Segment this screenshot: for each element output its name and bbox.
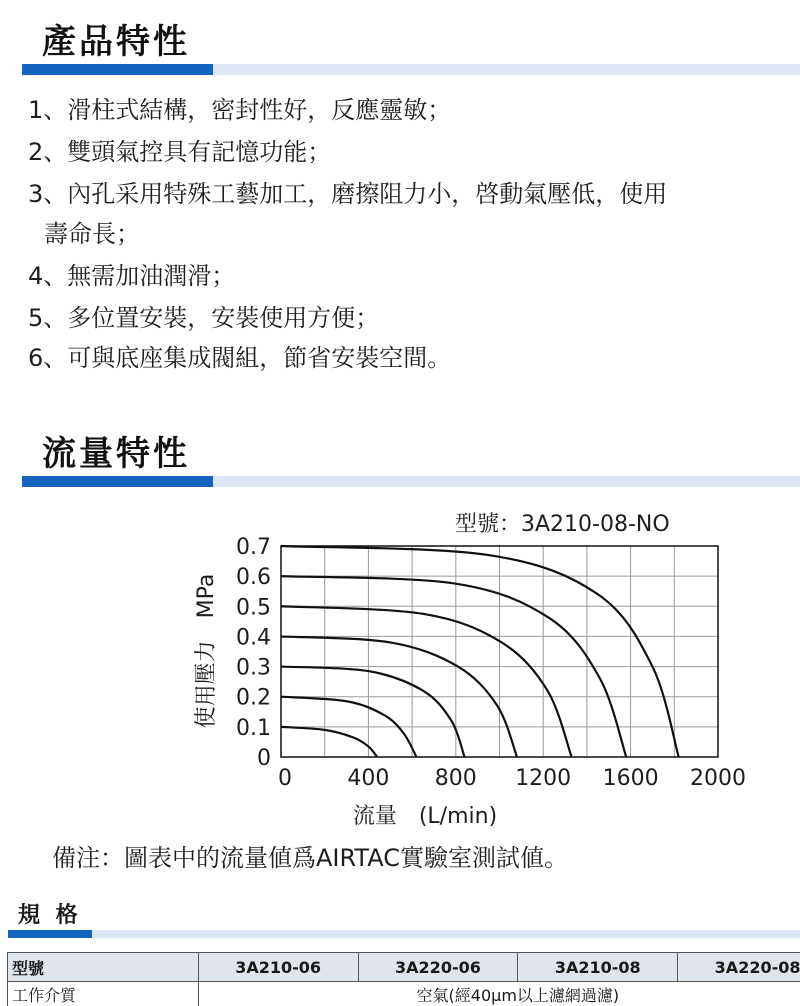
y-tick-label: 0.6 — [236, 565, 271, 590]
flow-curve-0-1mpa — [281, 727, 377, 757]
flow-title-rule — [22, 476, 800, 487]
spec-header-model: 型號 — [8, 953, 199, 982]
flow-curve-0-3mpa — [281, 667, 465, 757]
feature-item-1: 1、滑柱式結構，密封性好，反應靈敏； — [28, 90, 451, 125]
x-tick-label: 800 — [435, 766, 477, 791]
spec-title-rule-accent — [8, 930, 92, 938]
spec-header-row — [8, 953, 800, 982]
spec-header-3a220-06: 3A220-06 — [358, 953, 518, 982]
x-tick-label: 2000 — [690, 766, 746, 791]
flow-chart — [0, 495, 800, 835]
feature-item-3: 3、內孔采用特殊工藝加工，磨擦阻力小，啓動氣壓低，使用 — [28, 174, 667, 209]
y-tick-label: 0.5 — [236, 595, 271, 620]
x-tick-label: 0 — [278, 766, 292, 791]
x-tick-label: 1600 — [603, 766, 659, 791]
features-title-rule — [22, 64, 800, 75]
chart-note: 備注：圖表中的流量値爲AIRTAC實驗室測試値。 — [52, 838, 568, 873]
y-tick-label: 0.2 — [236, 686, 271, 711]
spec-row-medium-label: 工作介質 — [8, 982, 199, 1006]
feature-item-3-cont: 壽命長； — [44, 214, 140, 249]
spec-header-3a220-08: 3A220-08 — [678, 953, 800, 982]
feature-item-5: 5、多位置安裝，安裝使用方便； — [28, 298, 379, 333]
x-tick-label: 400 — [347, 766, 389, 791]
x-tick-labels — [278, 766, 746, 791]
spec-header-3a210-08: 3A210-08 — [518, 953, 678, 982]
chart-title: 型號：3A210-08-NO — [455, 512, 670, 537]
feature-item-6: 6、可與底座集成閥組，節省安裝空間。 — [28, 338, 451, 373]
y-tick-label: 0.1 — [236, 716, 271, 741]
features-title-rule-accent — [22, 64, 213, 75]
feature-item-2: 2、雙頭氣控具有記憶功能； — [28, 132, 331, 167]
y-tick-label: 0.3 — [236, 656, 271, 681]
y-tick-labels — [236, 535, 271, 771]
y-axis-label: 使用壓力 MPa — [194, 574, 219, 729]
spec-row-medium — [8, 982, 800, 1006]
y-tick-label: 0.4 — [236, 625, 271, 650]
x-tick-label: 1200 — [515, 766, 571, 791]
spec-title-rule — [8, 930, 800, 938]
spec-table — [7, 952, 800, 1006]
y-tick-label: 0 — [257, 746, 271, 771]
feature-item-4: 4、無需加油潤滑； — [28, 256, 235, 291]
x-axis-label: 流量 (L/min) — [353, 804, 497, 829]
spec-header-3a210-06: 3A210-06 — [198, 953, 358, 982]
y-tick-label: 0.7 — [236, 535, 271, 560]
spec-section-title: 規 格 — [18, 898, 82, 929]
features-section-title: 產品特性 — [42, 14, 190, 63]
flow-title-rule-accent — [22, 476, 213, 487]
flow-section-title: 流量特性 — [42, 426, 190, 475]
spec-row-medium-value: 空氣(經40μm以上濾網過濾) — [198, 982, 800, 1006]
chart-curves — [281, 546, 679, 757]
